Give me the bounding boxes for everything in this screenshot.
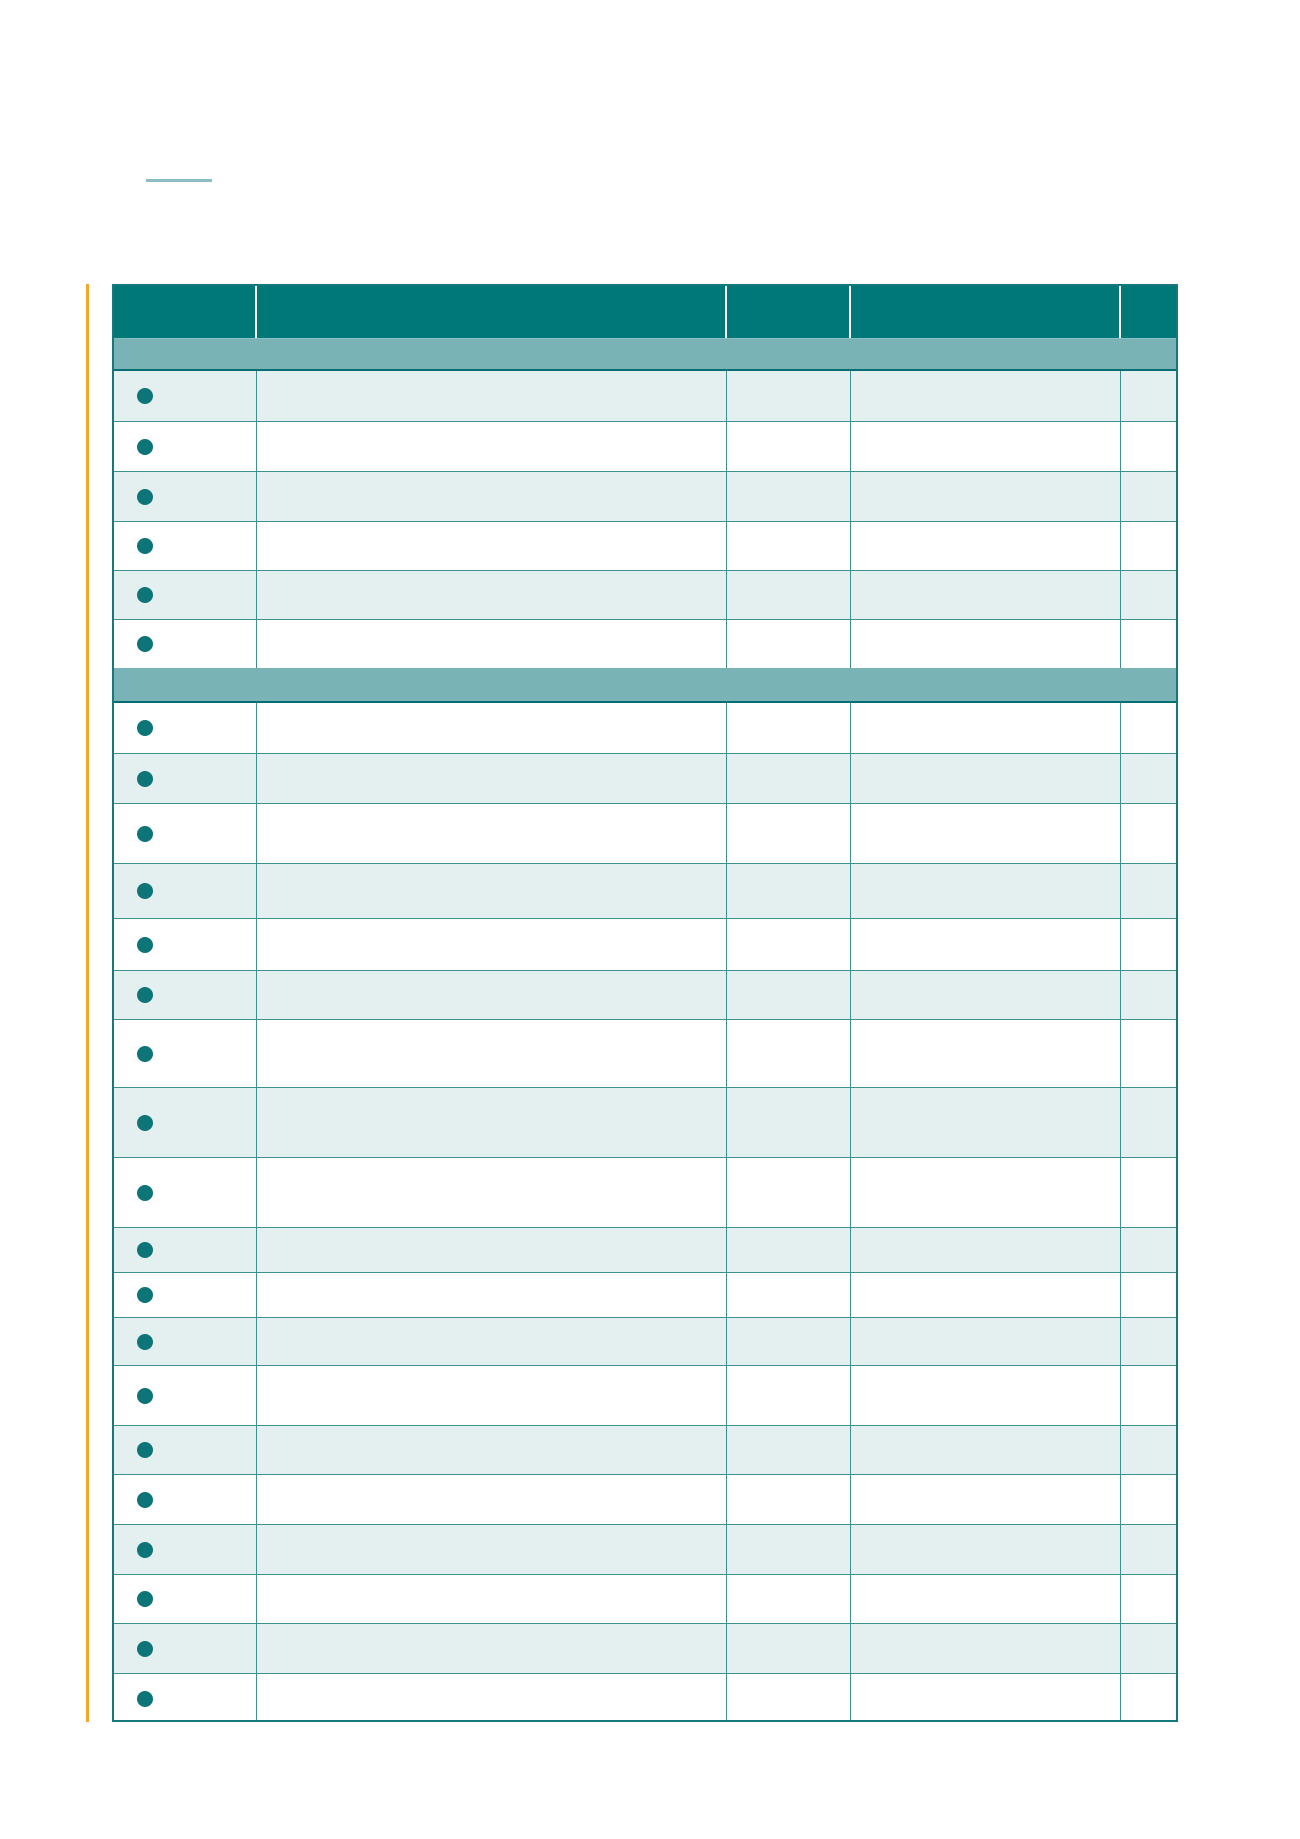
table-cell xyxy=(1121,1366,1178,1425)
table-cell xyxy=(114,1426,257,1474)
table-cell xyxy=(1121,1624,1178,1673)
bullet-icon xyxy=(137,1691,153,1707)
table-cell xyxy=(1121,522,1178,570)
table-row xyxy=(114,371,1176,421)
bullet-icon xyxy=(137,1242,153,1258)
left-accent-bar xyxy=(86,284,89,1722)
bullet-icon xyxy=(137,937,153,953)
table-cell xyxy=(1121,1575,1178,1623)
bullet-icon xyxy=(137,1115,153,1131)
table-cell xyxy=(727,971,851,1019)
table-cell xyxy=(114,1525,257,1574)
table-cell xyxy=(1121,371,1178,421)
table-cell xyxy=(1121,1318,1178,1365)
bullet-icon xyxy=(137,1388,153,1404)
table-cell xyxy=(727,703,851,753)
table-cell xyxy=(257,1366,727,1425)
table-row xyxy=(114,753,1176,803)
table-cell xyxy=(727,1020,851,1087)
table-cell xyxy=(114,1624,257,1673)
table-cell xyxy=(727,371,851,421)
table-cell xyxy=(727,1318,851,1365)
table-cell xyxy=(257,1318,727,1365)
table-cell xyxy=(727,522,851,570)
table-cell xyxy=(114,1158,257,1227)
table-cell xyxy=(257,620,727,668)
table-cell xyxy=(851,1158,1121,1227)
table-cell xyxy=(257,703,727,753)
table-cell xyxy=(727,1273,851,1317)
table-cell xyxy=(257,571,727,619)
table-cell xyxy=(114,1228,257,1272)
table-cell xyxy=(114,1475,257,1524)
table-row xyxy=(114,471,1176,521)
table-cell xyxy=(114,1088,257,1157)
table-cell xyxy=(257,1088,727,1157)
table-cell xyxy=(727,1475,851,1524)
table-cell xyxy=(851,1020,1121,1087)
table-cell xyxy=(114,371,257,421)
bullet-icon xyxy=(137,1287,153,1303)
bullet-icon xyxy=(137,587,153,603)
table-cell xyxy=(851,1674,1121,1722)
bullet-icon xyxy=(137,388,153,404)
table-row xyxy=(114,970,1176,1019)
table-cell xyxy=(1121,571,1178,619)
table-cell xyxy=(257,1674,727,1722)
table-cell xyxy=(257,1020,727,1087)
table-cell xyxy=(257,754,727,803)
table-cell xyxy=(1121,620,1178,668)
bullet-icon xyxy=(137,1334,153,1350)
table-cell xyxy=(727,1525,851,1574)
bullet-icon xyxy=(137,1492,153,1508)
table-cell xyxy=(114,703,257,753)
table-row xyxy=(114,521,1176,570)
table-cell xyxy=(727,620,851,668)
table-cell xyxy=(1121,864,1178,918)
table-cell xyxy=(851,754,1121,803)
table-cell xyxy=(257,864,727,918)
table-row xyxy=(114,1574,1176,1623)
table-row xyxy=(114,1474,1176,1524)
bullet-icon xyxy=(137,1641,153,1657)
table-cell xyxy=(851,371,1121,421)
table-cell xyxy=(114,1273,257,1317)
table-cell xyxy=(851,1228,1121,1272)
table-row xyxy=(114,863,1176,918)
table-cell xyxy=(114,971,257,1019)
bullet-icon xyxy=(137,720,153,736)
table-cell xyxy=(257,1273,727,1317)
table-cell xyxy=(1121,422,1178,471)
table-row xyxy=(114,1157,1176,1227)
table-row xyxy=(114,1425,1176,1474)
heading-underline-rule xyxy=(146,179,212,182)
table-header-cell xyxy=(851,286,1121,338)
bullet-icon xyxy=(137,439,153,455)
table-row xyxy=(114,619,1176,668)
bullet-icon xyxy=(137,883,153,899)
table-cell xyxy=(257,1525,727,1574)
table-cell xyxy=(114,571,257,619)
table-cell xyxy=(1121,919,1178,970)
table-cell xyxy=(851,1426,1121,1474)
table-cell xyxy=(114,754,257,803)
table-header-cell xyxy=(1121,286,1178,338)
table-cell xyxy=(1121,1158,1178,1227)
bullet-icon xyxy=(137,1046,153,1062)
bullet-icon xyxy=(137,987,153,1003)
table-row xyxy=(114,421,1176,471)
table-cell xyxy=(1121,703,1178,753)
table-cell xyxy=(114,919,257,970)
table-cell xyxy=(257,1475,727,1524)
table-cell xyxy=(851,703,1121,753)
bullet-icon xyxy=(137,636,153,652)
bullet-icon xyxy=(137,489,153,505)
bullet-icon xyxy=(137,1442,153,1458)
table-cell xyxy=(727,1426,851,1474)
table-cell xyxy=(851,1273,1121,1317)
table-row xyxy=(114,570,1176,619)
table-cell xyxy=(257,1426,727,1474)
table-cell xyxy=(257,971,727,1019)
table-cell xyxy=(851,971,1121,1019)
table-cell xyxy=(851,1525,1121,1574)
table-cell xyxy=(1121,754,1178,803)
bullet-icon xyxy=(137,1591,153,1607)
table-cell xyxy=(851,522,1121,570)
table-cell xyxy=(851,620,1121,668)
table-cell xyxy=(727,864,851,918)
table-header-row xyxy=(114,286,1176,339)
table-cell xyxy=(851,1475,1121,1524)
table-cell xyxy=(114,522,257,570)
section-header-row-2 xyxy=(114,668,1176,703)
table-row xyxy=(114,1272,1176,1317)
table-cell xyxy=(257,1575,727,1623)
table-cell xyxy=(257,1228,727,1272)
table-cell xyxy=(851,919,1121,970)
table-row xyxy=(114,918,1176,970)
table-cell xyxy=(257,1158,727,1227)
table-cell xyxy=(257,371,727,421)
bullet-icon xyxy=(137,1542,153,1558)
table-cell xyxy=(114,1020,257,1087)
bullet-icon xyxy=(137,826,153,842)
section-header-row-1 xyxy=(114,339,1176,371)
table-cell xyxy=(1121,1228,1178,1272)
table-cell xyxy=(727,754,851,803)
table-row xyxy=(114,1623,1176,1673)
data-table xyxy=(112,284,1178,1722)
table-cell xyxy=(257,422,727,471)
table-cell xyxy=(1121,804,1178,863)
table-row xyxy=(114,1019,1176,1087)
table-cell xyxy=(851,804,1121,863)
table-cell xyxy=(1121,472,1178,521)
table-cell xyxy=(114,422,257,471)
table-row xyxy=(114,1365,1176,1425)
table-row xyxy=(114,1087,1176,1157)
table-cell xyxy=(851,472,1121,521)
table-cell xyxy=(851,1624,1121,1673)
table-cell xyxy=(727,1366,851,1425)
table-row xyxy=(114,803,1176,863)
table-cell xyxy=(1121,1525,1178,1574)
table-cell xyxy=(257,804,727,863)
table-cell xyxy=(727,804,851,863)
table-cell xyxy=(727,571,851,619)
table-cell xyxy=(114,1575,257,1623)
bullet-icon xyxy=(137,538,153,554)
table-row xyxy=(114,1524,1176,1574)
table-cell xyxy=(257,472,727,521)
table-row xyxy=(114,1673,1176,1722)
table-cell xyxy=(1121,971,1178,1019)
table-cell xyxy=(727,472,851,521)
table-header-cell xyxy=(257,286,727,338)
table-row xyxy=(114,1317,1176,1365)
table-cell xyxy=(114,1674,257,1722)
table-cell xyxy=(727,1624,851,1673)
table-cell xyxy=(727,1575,851,1623)
table-cell xyxy=(851,422,1121,471)
table-cell xyxy=(257,1624,727,1673)
table-cell xyxy=(851,1366,1121,1425)
table-cell xyxy=(851,1318,1121,1365)
table-cell xyxy=(1121,1020,1178,1087)
table-cell xyxy=(727,1674,851,1722)
bullet-icon xyxy=(137,771,153,787)
table-cell xyxy=(257,522,727,570)
table-header-cell xyxy=(114,286,257,338)
table-row xyxy=(114,1227,1176,1272)
table-cell xyxy=(257,919,727,970)
table-cell xyxy=(114,1366,257,1425)
table-cell xyxy=(727,919,851,970)
table-cell xyxy=(114,1318,257,1365)
table-cell xyxy=(727,1088,851,1157)
table-cell xyxy=(727,1158,851,1227)
table-cell xyxy=(114,804,257,863)
table-cell xyxy=(727,1228,851,1272)
table-cell xyxy=(1121,1475,1178,1524)
table-cell xyxy=(1121,1426,1178,1474)
table-cell xyxy=(727,422,851,471)
table-cell xyxy=(851,571,1121,619)
table-header-cell xyxy=(727,286,851,338)
bullet-icon xyxy=(137,1185,153,1201)
table-cell xyxy=(114,620,257,668)
table-cell xyxy=(851,1088,1121,1157)
table-cell xyxy=(1121,1273,1178,1317)
table-cell xyxy=(1121,1674,1178,1722)
table-cell xyxy=(114,864,257,918)
table-cell xyxy=(851,1575,1121,1623)
table-cell xyxy=(1121,1088,1178,1157)
table-cell xyxy=(114,472,257,521)
table-row xyxy=(114,703,1176,753)
table-cell xyxy=(851,864,1121,918)
